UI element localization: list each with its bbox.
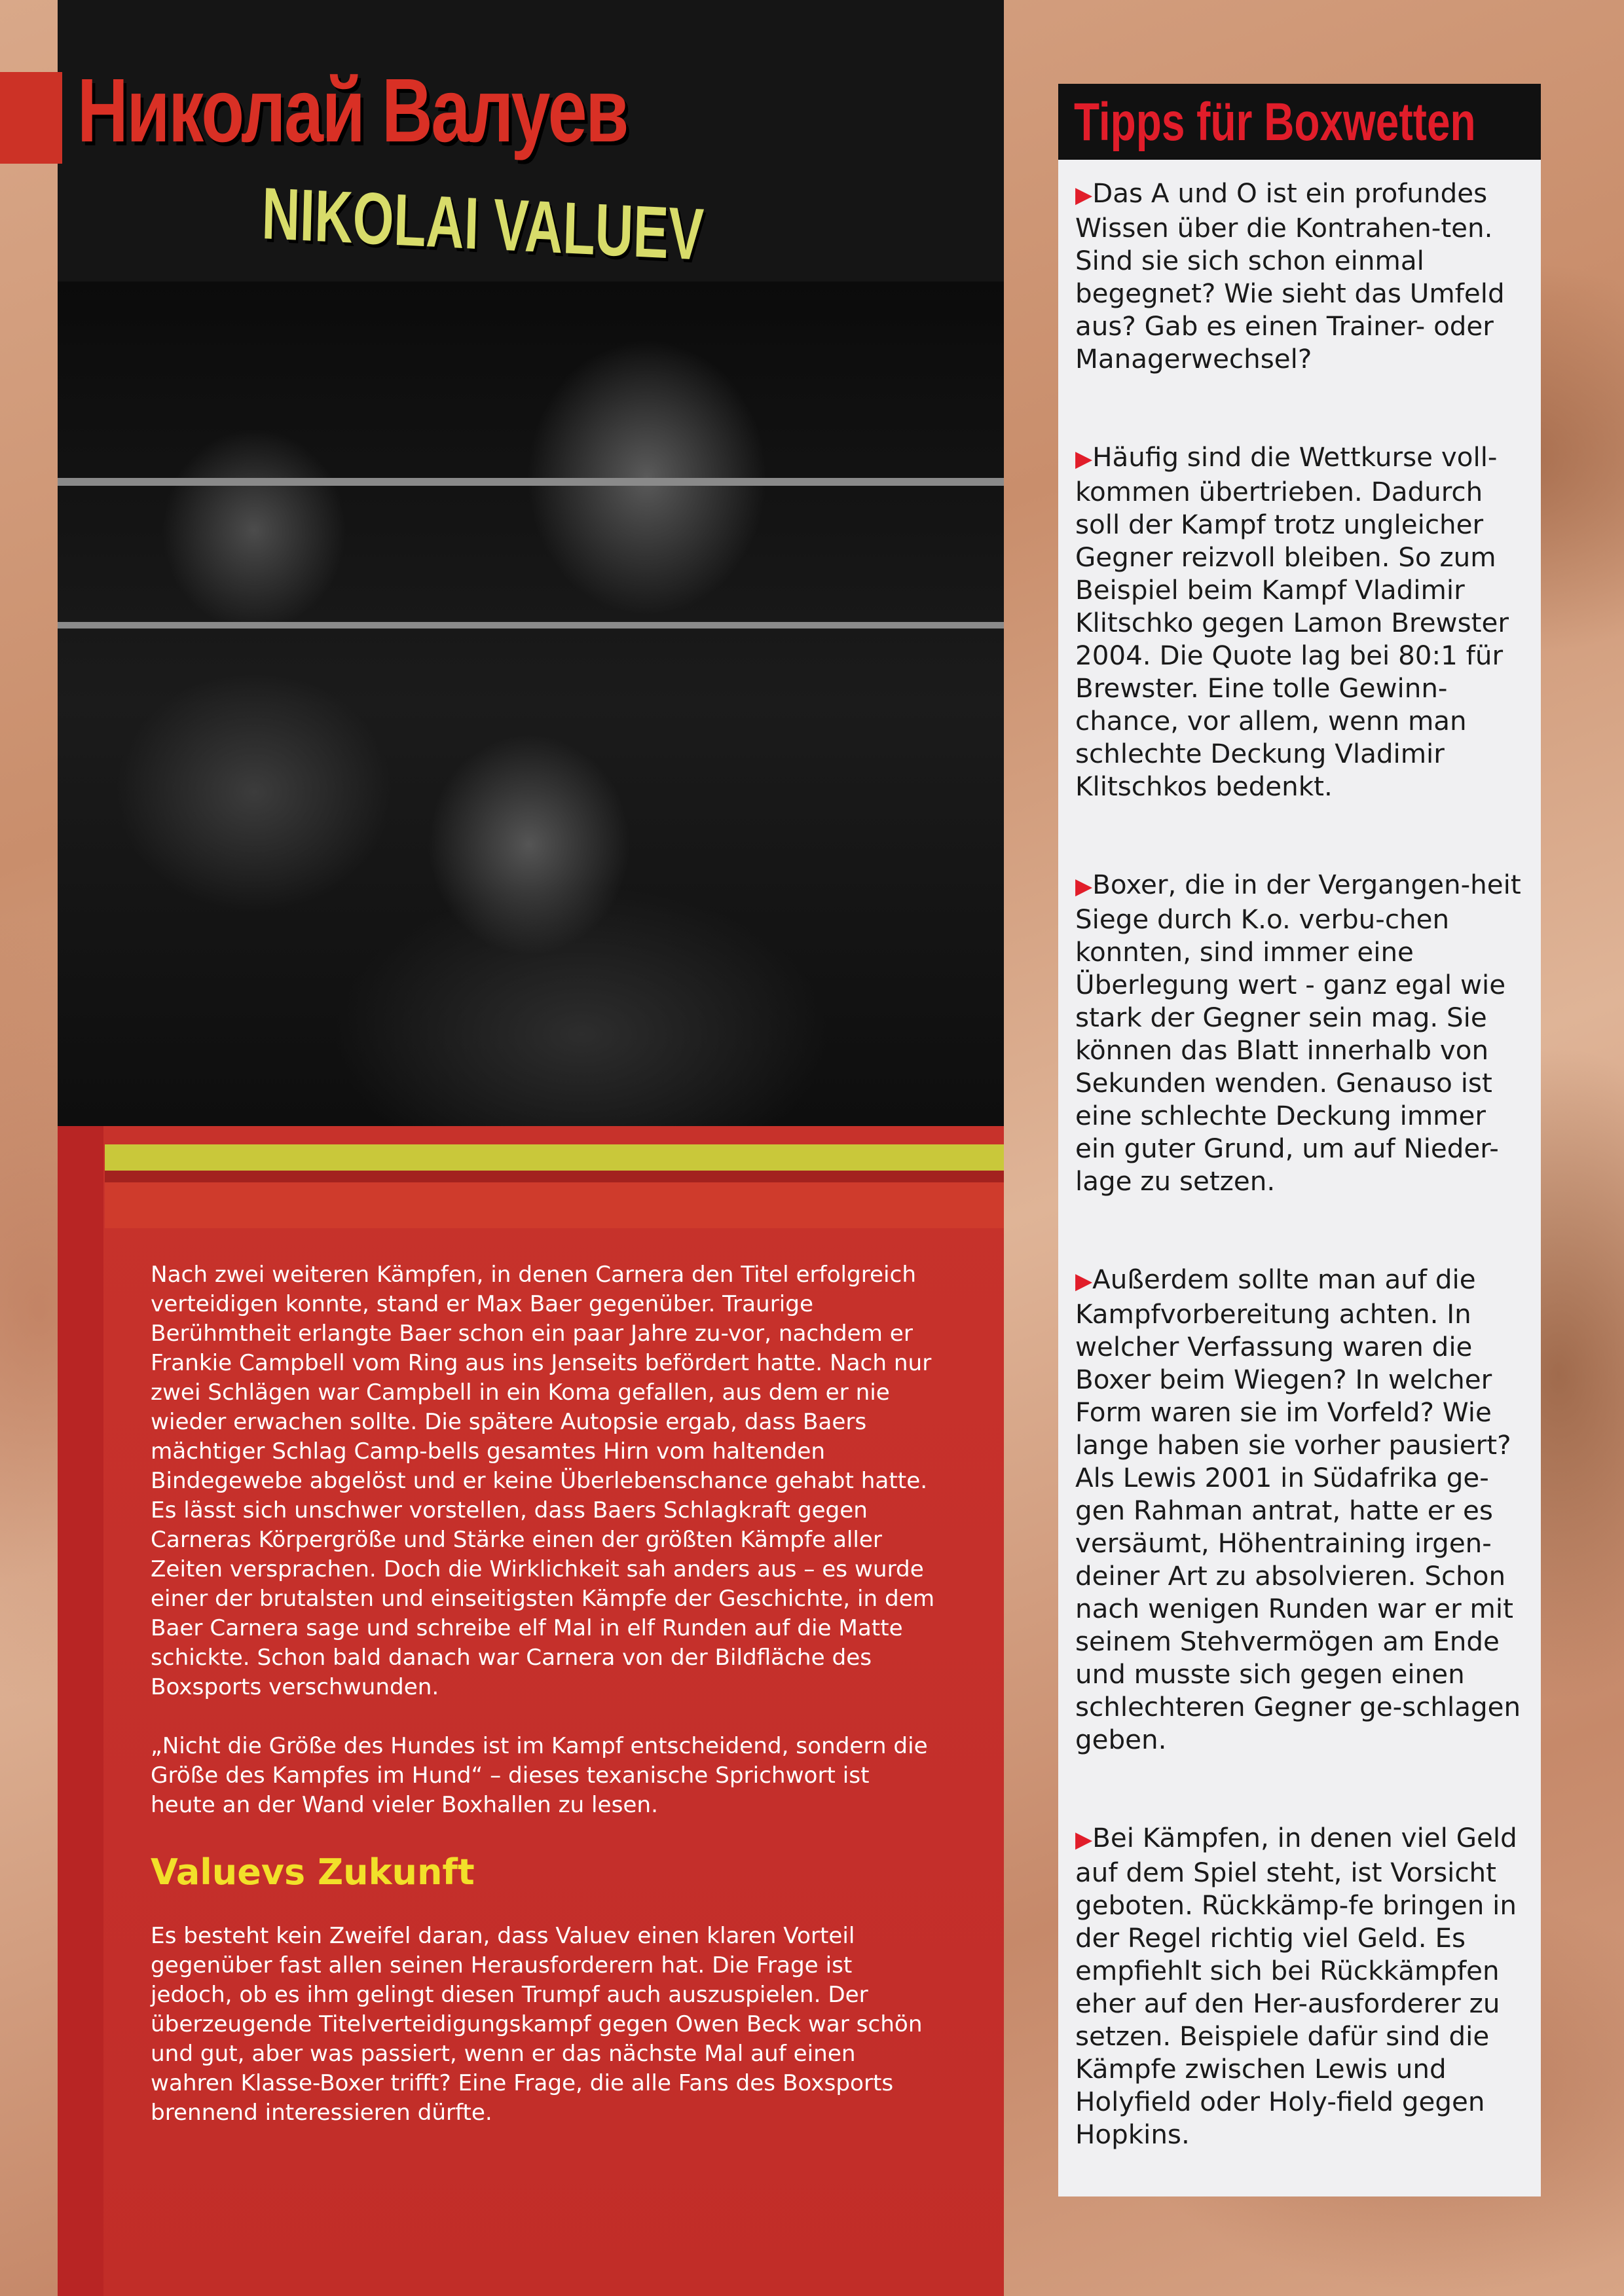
tips-list bbox=[1075, 177, 1534, 2216]
article-subheading: Valuevs Zukunft bbox=[151, 1851, 475, 1893]
ring-rope bbox=[58, 622, 1004, 629]
triangle-bullet-icon: ▶ bbox=[1075, 182, 1093, 208]
yellow-divider bbox=[105, 1144, 1004, 1171]
tip-item bbox=[1075, 1263, 1534, 1756]
article-paragraph: Nach zwei weiteren Kämpfen, in denen Carnera den Titel erfolgreich verteidigen konnte, stand er Max Baer gegenüber. Traurige Berühmtheit erlangte Baer schon ein paar Jahre zu-vor, nachdem er Frankie Campbell vom Ring aus ins Jenseits befördert hatte. Nach nur zwei Schlägen war Campbell in ein Koma gefallen, aus dem er nie wieder erwachen sollte. Die spätere Autopsie ergab, dass Baers mächtiger Schlag Camp-bells gesamtes Hirn vom haltenden Bindegewebe abgelöst und er keine Überlebenschance gehabt hatte. Es lässt sich unschwer vorstellen, dass Baers Schlagkraft gegen Carneras Körpergröße und Stärke einen der größten Kämpfe aller Zeiten versprachen. Doch die Wirklichkeit sah anders aus – es wurde einer der brutalsten und einseitigsten Kämpfe der Geschichte, in dem Baer Carnera sage und schreibe elf Mal in elf Runden auf die Matte schickte. Schon bald danach war Carnera von der Bildfläche des Boxsports verschwunden. bbox=[151, 1262, 935, 1700]
tip-item bbox=[1075, 1821, 1534, 2151]
tips-sidebar bbox=[1058, 84, 1541, 2196]
tip-text: Boxer, die in der Vergangen-heit Siege durch K.o. verbu-chen konnten, sind immer eine Überlegung wert - ganz egal wie stark der Gegner sein mag. Sie können das Blatt innerhalb von Sekunden wenden. Genauso ist eine schlechte Deckung immer ein guter Grund, um auf Nieder-lage zu setzen. bbox=[1075, 869, 1521, 1197]
tip-item bbox=[1075, 177, 1534, 375]
triangle-bullet-icon: ▶ bbox=[1075, 1268, 1093, 1294]
tips-header bbox=[1058, 84, 1541, 160]
ring-rope bbox=[58, 478, 1004, 486]
header-panel bbox=[58, 0, 1004, 1126]
tip-text: Das A und O ist ein profundes Wissen über die Kontrahen-ten. Sind sie sich schon einmal begegnet? Wie sieht das Umfeld aus? Gab es einen Trainer- oder Managerwechsel? bbox=[1075, 177, 1505, 374]
tip-item bbox=[1075, 868, 1534, 1197]
triangle-bullet-icon: ▶ bbox=[1075, 1827, 1093, 1853]
title-russian: Николай Валуев bbox=[77, 60, 628, 161]
triangle-bullet-icon: ▶ bbox=[1075, 873, 1093, 900]
tip-text: Bei Kämpfen, in denen viel Geld auf dem Spiel steht, ist Vorsicht geboten. Rückkämp-fe bringen in der Regel richtig viel Geld. Es empfiehlt sich bei Rückkämpfen eher auf den Her-ausforderer zu setzen. Beispiele dafür sind die Kämpfe zwischen Lewis und Holyfield oder Holy-field gegen Hopkins. bbox=[1075, 1822, 1517, 2150]
article-closing: Es besteht kein Zweifel daran, dass Valuev einen klaren Vorteil gegenüber fast allen seinen Herausforderern hat. Die Frage ist jedoch, ob es ihm gelingt diesen Trumpf auch auszuspielen. Der überzeugende Titelverteidigungskampf gegen Owen Beck war schön und gut, aber was passiert, wenn er das nächste Mal auf einen wahren Klasse-Boxer trifft? Eine Frage, die alle Fans des Boxsports brennend interessieren dürfte. bbox=[151, 1923, 923, 2126]
tip-text: Außerdem sollte man auf die Kampfvorbereitung achten. In welcher Verfassung waren die Boxer beim Wiegen? In welcher Form waren sie im Vorfeld? Wie lange haben sie vorher pausiert? Als Lewis 2001 in Südafrika ge-gen Rahman antrat, hatte er es versäumt, Höhentraining irgen-deiner Art zu absolvieren. Schon nach wenigen Runden war er mit seinem Stehvermögen am Ende und musste sich gegen einen schlechteren Gegner ge-schlagen geben. bbox=[1075, 1264, 1521, 1755]
dark-red-divider bbox=[105, 1171, 1004, 1182]
article-body bbox=[151, 1260, 936, 2157]
red-tab-accent bbox=[0, 72, 62, 164]
triangle-bullet-icon: ▶ bbox=[1075, 446, 1093, 472]
tip-text: Häufig sind die Wettkurse voll-kommen übertrieben. Dadurch soll der Kampf trotz ungleicher Gegner reizvoll bleiben. So zum Beispiel beim Kampf Vladimir Klitschko gegen Lamon Brewster 2004. Die Quote lag bei 80:1 für Brewster. Eine tolle Gewinn-chance, vor allem, wenn man schlechte Deckung Vladimir Klitschkos bedenkt. bbox=[1075, 441, 1509, 802]
title-english: NIKOLAI VALUEV bbox=[261, 172, 705, 276]
boxing-photo bbox=[58, 282, 1004, 1126]
tip-item bbox=[1075, 441, 1534, 803]
tips-title: Tipps für Boxwetten bbox=[1074, 92, 1476, 152]
article-quote: „Nicht die Größe des Hundes ist im Kampf entscheidend, sondern die Größe des Kampfes im Hund“ – dieses texanische Sprichwort ist heute an der Wand vieler Boxhallen zu lesen. bbox=[151, 1733, 928, 1818]
red-edge-accent bbox=[58, 1126, 103, 2296]
red-band bbox=[105, 1182, 1004, 1228]
